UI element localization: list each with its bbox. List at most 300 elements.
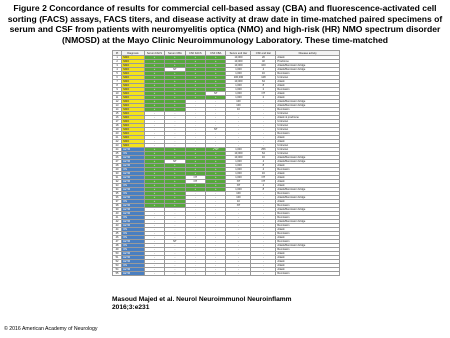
cell-serum-cba: - [165,236,185,240]
cell-csf-cba: - [206,208,226,212]
cell-csf-cba: + [206,76,226,80]
cell-csf-titer: - [251,244,276,248]
cell-serum-cba: + [165,172,185,176]
cell-serum-cba: + [165,168,185,172]
cell-csf-cba: - [206,116,226,120]
cell-patient: 9 [113,88,122,92]
cell-serum-cba: + [165,76,185,80]
cell-serum-titer: 1,000 [226,96,251,100]
cell-diagnosis: NMO [122,92,145,96]
cell-serum-facs: + [144,100,164,104]
cell-diagnosis: ON [122,216,145,220]
cell-disease-activity: Remission [276,232,340,236]
cell-csf-facs: + [185,156,205,160]
cell-csf-titer: - [251,208,276,212]
cell-diagnosis: NMO [122,72,145,76]
cell-csf-cba: - [206,256,226,260]
cell-serum-titer: 1,000 [226,92,251,96]
cell-csf-facs: - [185,260,205,264]
cell-diagnosis: LETM [122,240,145,244]
citation-line-1: Masoud Majed et al. Neurol Neuroimmunol Neuroinflamm [112,296,292,303]
cell-patient: 12 [113,100,122,104]
cell-serum-facs: - [144,256,164,260]
cell-serum-titer: 10,000 [226,152,251,156]
cell-diagnosis: NMO [122,104,145,108]
cell-serum-cba: + [165,56,185,60]
cell-patient: 36 [113,196,122,200]
cell-serum-titer: - [226,256,251,260]
cell-disease-activity: Attack [276,140,340,144]
cell-serum-cba: + [165,156,185,160]
cell-disease-activity: Remission [276,204,340,208]
cell-patient: 5 [113,72,122,76]
cell-diagnosis: ON [122,152,145,156]
cell-serum-titer: - [226,140,251,144]
cell-serum-facs: - [144,220,164,224]
cell-csf-titer: - [251,216,276,220]
cell-serum-cba: - [165,256,185,260]
cell-csf-titer: - [251,196,276,200]
col-header-diagnosis: Diagnosis [122,51,145,56]
cell-serum-titer: NT [226,204,251,208]
cell-serum-facs: - [144,136,164,140]
cell-serum-facs: + [144,176,164,180]
cell-csf-titer: 16 [251,156,276,160]
cell-serum-cba: - [165,224,185,228]
cell-patient: 46 [113,236,122,240]
cell-csf-cba: - [206,260,226,264]
cell-disease-activity: Attack/Remission bridge [276,68,340,72]
cell-serum-cba: - [165,220,185,224]
cell-serum-cba: - [165,128,185,132]
cell-serum-titer: 10,000 [226,60,251,64]
cell-serum-cba: + [165,64,185,68]
cell-patient: 53 [113,264,122,268]
cell-disease-activity: Remission [276,224,340,228]
cell-serum-titer: - [226,232,251,236]
cell-csf-cba: + [206,180,226,184]
cell-serum-titer: 100 [226,100,251,104]
cell-serum-cba: - [165,272,185,276]
cell-csf-titer: 2 [251,96,276,100]
cell-patient: 10 [113,92,122,96]
cell-patient: 27 [113,160,122,164]
cell-serum-titer: - [226,260,251,264]
cell-csf-titer: - [251,260,276,264]
cell-patient: 16 [113,116,122,120]
col-header-csf-cba: CSF CBA [206,51,226,56]
cell-csf-cba: - [206,248,226,252]
cell-disease-activity: Remission [276,216,340,220]
cell-serum-cba: + [165,60,185,64]
cell-csf-facs: + [185,76,205,80]
cell-patient: 7 [113,80,122,84]
cell-csf-facs: - [185,192,205,196]
cell-serum-facs: - [144,272,164,276]
cell-diagnosis: LETM [122,176,145,180]
cell-disease-activity: Unknown [276,144,340,148]
cell-disease-activity: Unknown [276,112,340,116]
cell-diagnosis: NMO [122,68,145,72]
cell-csf-cba: - [206,120,226,124]
cell-serum-titer: 10 [226,108,251,112]
cell-disease-activity: Attack [276,200,340,204]
cell-patient: 47 [113,240,122,244]
cell-csf-titer: - [251,256,276,260]
cell-csf-titer: 20 [251,56,276,60]
cell-csf-titer: 16 [251,72,276,76]
cell-diagnosis: ON [122,228,145,232]
cell-csf-titer: - [251,140,276,144]
cell-csf-cba: + [206,172,226,176]
cell-serum-titer: - [226,128,251,132]
cell-csf-cba: + [206,164,226,168]
cell-patient: 48 [113,244,122,248]
cell-diagnosis: NMO [122,132,145,136]
table-body [113,56,340,276]
cell-serum-facs: - [144,228,164,232]
cell-disease-activity: Attack [276,176,340,180]
cell-patient: 50 [113,252,122,256]
cell-serum-facs: + [144,180,164,184]
cell-serum-facs: - [144,112,164,116]
cell-diagnosis: NMO [122,108,145,112]
cell-csf-titer: 256 [251,148,276,152]
col-header-csf-facs: CSF FACS [185,51,205,56]
cell-csf-titer: - [251,136,276,140]
cell-serum-facs: - [144,244,164,248]
cell-csf-facs: - [185,220,205,224]
cell-serum-cba: - [165,268,185,272]
cell-patient: 44 [113,228,122,232]
cell-patient: 2 [113,60,122,64]
cell-diagnosis: NMO [122,120,145,124]
cell-serum-facs: + [144,160,164,164]
cell-serum-cba: NT [165,240,185,244]
cell-diagnosis: ON [122,248,145,252]
cell-serum-facs: - [144,212,164,216]
cell-disease-activity: Attack/Remission bridge [276,100,340,104]
cell-csf-cba: + [206,176,226,180]
cell-serum-facs: + [144,56,164,60]
cell-serum-facs: + [144,200,164,204]
cell-serum-titer: 1,000 [226,168,251,172]
cell-serum-cba: - [165,208,185,212]
cell-csf-facs: + [185,68,205,72]
cell-csf-titer: 32 [251,60,276,64]
cell-csf-facs: + [185,60,205,64]
cell-serum-titer: - [226,144,251,148]
cell-csf-titer: 4 [251,168,276,172]
cell-csf-cba: - [206,232,226,236]
cell-csf-facs: - [185,140,205,144]
cell-csf-facs: + [185,92,205,96]
cell-patient: 55 [113,272,122,276]
cell-disease-activity: Attack [276,228,340,232]
cell-csf-cba: NT [206,128,226,132]
cell-serum-cba: - [165,144,185,148]
cell-diagnosis: LETM [122,156,145,160]
cell-csf-facs: - [185,224,205,228]
cell-serum-facs: + [144,76,164,80]
col-header-csf-titer: CSF end titer [251,51,276,56]
cell-serum-facs: - [144,132,164,136]
cell-csf-titer: - [251,108,276,112]
cell-patient: 45 [113,232,122,236]
cell-serum-facs: + [144,164,164,168]
cell-diagnosis: NMO [122,124,145,128]
cell-serum-titer: - [226,132,251,136]
cell-serum-titer: - [226,236,251,240]
cell-diagnosis: NMO [122,76,145,80]
cell-serum-facs: - [144,140,164,144]
cell-csf-titer: 8 [251,188,276,192]
cell-disease-activity: Attack [276,84,340,88]
cell-serum-titer: NT [226,184,251,188]
cell-serum-titer: 10,000 [226,56,251,60]
cell-diagnosis: ON [122,244,145,248]
cell-serum-cba: - [165,244,185,248]
cell-diagnosis: LETM [122,208,145,212]
cell-disease-activity: Unknown [276,128,340,132]
cell-serum-cba: - [165,252,185,256]
cell-serum-titer: - [226,272,251,276]
cell-csf-facs: - [185,228,205,232]
cell-serum-facs: + [144,96,164,100]
cell-csf-cba: - [206,104,226,108]
cell-serum-titer: 10,000 [226,64,251,68]
cell-csf-facs: - [185,256,205,260]
cell-disease-activity: Attack [276,92,340,96]
cell-csf-titer: 8 [251,164,276,168]
cell-serum-cba: + [165,72,185,76]
cell-patient: 31 [113,176,122,180]
cell-disease-activity: Attack [276,96,340,100]
cell-diagnosis: NMO [122,60,145,64]
cell-patient: 30 [113,172,122,176]
cell-patient: 38 [113,204,122,208]
cell-csf-titer: - [251,232,276,236]
cell-diagnosis: ON [122,232,145,236]
cell-diagnosis: NMO [122,112,145,116]
cell-csf-facs: + [185,188,205,192]
cell-disease-activity: Attack [276,180,340,184]
cell-serum-cba: + [165,84,185,88]
cell-csf-facs: - [185,232,205,236]
cell-diagnosis: LETM [122,172,145,176]
cell-serum-facs: - [144,268,164,272]
cell-csf-cba: NT [206,92,226,96]
cell-patient: 37 [113,200,122,204]
cell-csf-cba: - [206,212,226,216]
cell-diagnosis: NMO [122,56,145,60]
cell-disease-activity: Unknown [276,124,340,128]
cell-patient: 32 [113,180,122,184]
cell-diagnosis: LETM [122,212,145,216]
cell-serum-facs: - [144,252,164,256]
cell-diagnosis: NMO [122,96,145,100]
cell-serum-facs: + [144,64,164,68]
cell-serum-cba: + [165,100,185,104]
cell-csf-facs: + [185,64,205,68]
cell-serum-titer: - [226,120,251,124]
cell-serum-cba: + [165,92,185,96]
cell-patient: 49 [113,248,122,252]
cell-csf-cba: + [206,60,226,64]
cell-diagnosis: LETM [122,164,145,168]
cell-csf-titer: - [251,268,276,272]
cell-csf-cba: - [206,236,226,240]
cell-serum-titer: 100 [226,104,251,108]
cell-serum-facs: - [144,236,164,240]
cell-disease-activity: Remission [276,240,340,244]
cell-csf-titer: - [251,124,276,128]
cell-csf-titer: - [251,200,276,204]
cell-serum-titer: - [226,244,251,248]
cell-csf-cba: - [206,252,226,256]
cell-serum-titer: 1,000 [226,68,251,72]
cell-serum-titer: 1,000 [226,148,251,152]
cell-csf-facs: - [185,208,205,212]
cell-diagnosis: NMO [122,88,145,92]
cell-serum-facs: + [144,92,164,96]
cell-diagnosis: LETM [122,196,145,200]
cell-csf-cba: + [206,72,226,76]
cell-serum-facs: + [144,184,164,188]
cell-csf-facs: - [185,100,205,104]
cell-csf-titer: - [251,100,276,104]
cell-csf-titer: - [251,128,276,132]
cell-csf-cba: - [206,228,226,232]
cell-serum-titer: 10 [226,200,251,204]
cell-serum-facs: - [144,216,164,220]
cell-csf-titer: 4 [251,184,276,188]
cell-serum-facs: - [144,116,164,120]
citation-line-2: 2016;3:e231 [112,304,150,311]
cell-csf-cba: - [206,108,226,112]
cell-csf-facs: + [185,56,205,60]
results-table [112,50,340,276]
cell-serum-cba: + [165,196,185,200]
cell-serum-titer: 1,000 [226,172,251,176]
cell-disease-activity: Prodrome [276,60,340,64]
cell-serum-facs: + [144,60,164,64]
cell-disease-activity: Remission [276,168,340,172]
cell-serum-titer: - [226,208,251,212]
cell-serum-cba: + [165,152,185,156]
cell-csf-cba: + [206,184,226,188]
cell-csf-cba: - [206,224,226,228]
cell-serum-cba: - [165,212,185,216]
cell-serum-cba: + [165,184,185,188]
cell-csf-facs: + [185,72,205,76]
cell-serum-cba: + [165,192,185,196]
cell-patient: 28 [113,164,122,168]
cell-csf-facs: - [185,244,205,248]
cell-csf-cba: + [206,68,226,72]
cell-serum-cba: + [165,200,185,204]
cell-csf-titer: 4 [251,160,276,164]
cell-serum-facs: + [144,168,164,172]
cell-csf-titer: - [251,228,276,232]
cell-csf-titer: - [251,248,276,252]
cell-csf-facs: + [185,96,205,100]
cell-serum-facs: - [144,144,164,148]
cell-disease-activity: Unknown [276,76,340,80]
cell-serum-titer: - [226,216,251,220]
cell-patient: 23 [113,144,122,148]
cell-patient: 20 [113,132,122,136]
cell-serum-titer: - [226,240,251,244]
cell-csf-facs: + [185,184,205,188]
cell-csf-cba: - [206,264,226,268]
cell-csf-titer: 4 [251,68,276,72]
cell-serum-facs: + [144,80,164,84]
cell-csf-facs: - [185,136,205,140]
col-header-serum-cba: Serum CBA [165,51,185,56]
cell-disease-activity: Attack [276,236,340,240]
cell-serum-titer: - [226,124,251,128]
cell-diagnosis: ON [122,192,145,196]
cell-serum-cba: + [165,176,185,180]
cell-csf-titer: - [251,144,276,148]
cell-patient: 54 [113,268,122,272]
cell-csf-facs: - [185,108,205,112]
cell-patient: 6 [113,76,122,80]
cell-serum-facs: - [144,224,164,228]
cell-csf-facs: + [185,152,205,156]
cell-serum-cba: - [165,136,185,140]
cell-csf-facs: - [185,128,205,132]
cell-serum-titer: 10,000 [226,156,251,160]
cell-patient: 29 [113,168,122,172]
cell-csf-cba: - [206,140,226,144]
cell-serum-facs: + [144,88,164,92]
cell-patient: 41 [113,216,122,220]
cell-diagnosis: LETM [122,204,145,208]
cell-patient: 40 [113,212,122,216]
cell-csf-facs: NT [185,176,205,180]
cell-disease-activity: Remission [276,248,340,252]
cell-csf-titer: NT [251,180,276,184]
cell-patient: 52 [113,260,122,264]
cell-serum-cba: + [165,104,185,108]
cell-patient: 14 [113,108,122,112]
cell-disease-activity: Attack/Remission bridge [276,244,340,248]
cell-csf-cba: + [206,84,226,88]
cell-serum-facs: + [144,156,164,160]
cell-disease-activity: Remission [276,72,340,76]
cell-diagnosis: LETM [122,220,145,224]
cell-csf-titer: - [251,236,276,240]
cell-disease-activity: Attack/Remission bridge [276,64,340,68]
cell-csf-facs: + [185,148,205,152]
cell-csf-titer: 2 [251,88,276,92]
figure-title: Figure 2 Concordance of results for commercial cell-based assay (CBA) and fluorescence-activated cell sorting (FACS) assays, FACS titers, and disease activity at draw date in time-matched paired specimens of serum and CSF from patients with neuromyelitis optica (NMO) and high-risk (HR) NMO spectrum disorder (NMOSD) at the Mayo Clinic Neuroimmunology Laboratory. These time-matched [7,3,443,45]
cell-serum-titer: 10,000 [226,80,251,84]
cell-serum-titer: 1,000 [226,84,251,88]
cell-serum-facs: - [144,240,164,244]
cell-csf-facs: - [185,212,205,216]
cell-diagnosis: NMO [122,136,145,140]
cell-csf-cba: - [206,220,226,224]
cell-serum-facs: - [144,260,164,264]
cell-serum-titer: 1,000 [226,72,251,76]
cell-csf-facs: - [185,196,205,200]
cell-disease-activity: Attack [276,260,340,264]
cell-patient: 3 [113,64,122,68]
cell-patient: 11 [113,96,122,100]
